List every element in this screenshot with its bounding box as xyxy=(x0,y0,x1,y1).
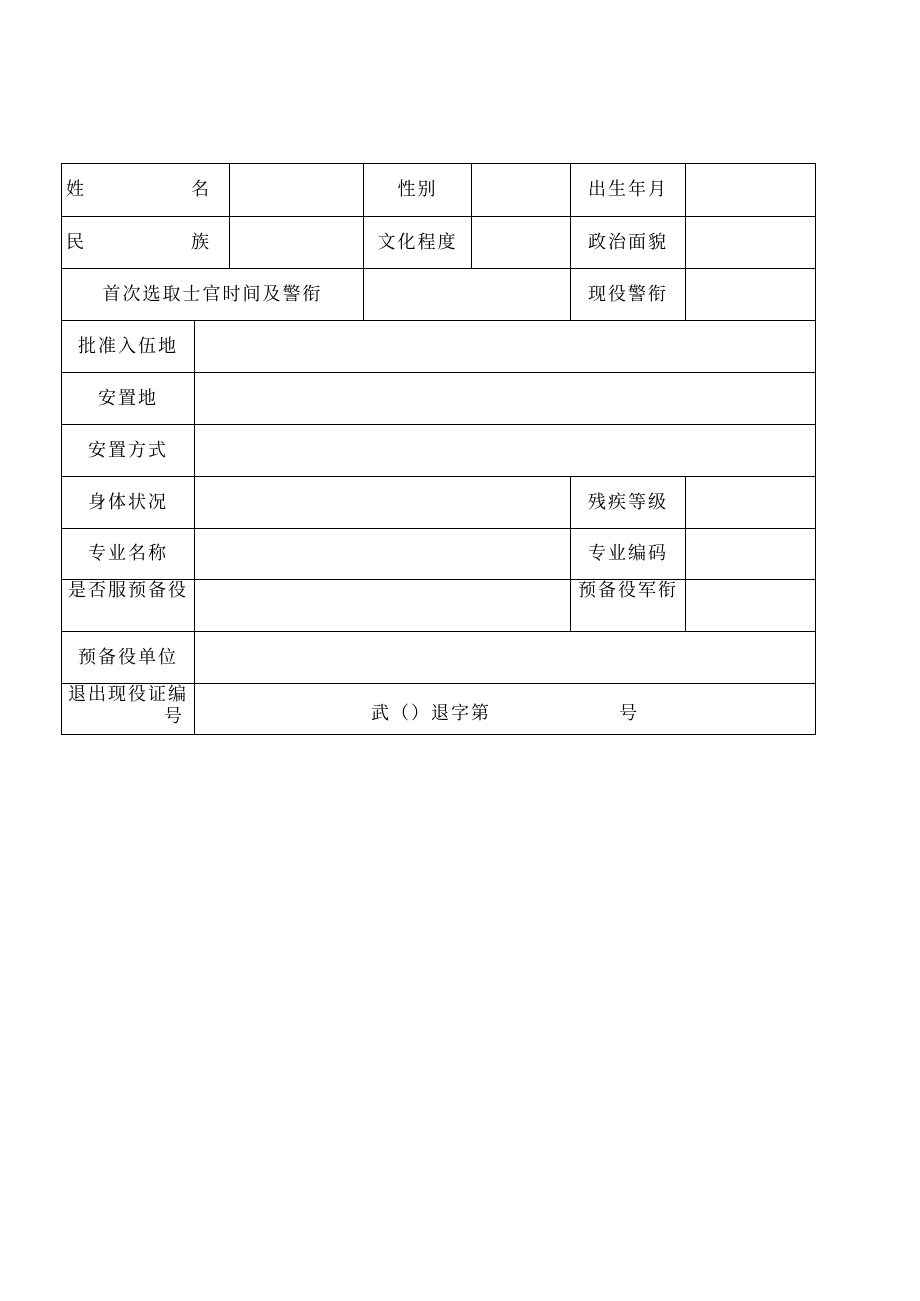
specialty-code-value-cell[interactable] xyxy=(685,528,816,580)
placement-method-label: 安置方式 xyxy=(61,424,195,477)
first-selection-value-cell[interactable] xyxy=(363,268,571,321)
reserve-service-value-cell[interactable] xyxy=(194,579,571,632)
cert-number-label-line1: 退出现役证编 xyxy=(68,684,188,705)
specialty-name-value-cell[interactable] xyxy=(194,528,571,580)
cert-suffix: 号 xyxy=(619,703,639,724)
reserve-rank-value-cell[interactable] xyxy=(685,579,816,632)
current-rank-label: 现役警衔 xyxy=(570,268,686,321)
cert-prefix: 武（）退字第 xyxy=(371,703,491,724)
political-label: 政治面貌 xyxy=(570,216,686,269)
ethnicity-value-cell[interactable] xyxy=(229,216,364,269)
ethnicity-label-first: 民 xyxy=(66,231,84,253)
name-label-last: 名 xyxy=(191,179,209,201)
current-rank-value-cell[interactable] xyxy=(685,268,816,321)
placement-place-label: 安置地 xyxy=(61,372,195,425)
political-value-cell[interactable] xyxy=(685,216,816,269)
health-value-cell[interactable] xyxy=(194,476,571,529)
name-value-cell[interactable] xyxy=(229,163,364,217)
ethnicity-label-cell xyxy=(61,216,230,269)
reserve-unit-value-cell[interactable] xyxy=(194,631,816,684)
cert-number-label-line2: 号 xyxy=(164,705,184,727)
birth-value-cell[interactable] xyxy=(685,163,816,217)
ethnicity-label-last: 族 xyxy=(191,231,209,253)
gender-label: 性别 xyxy=(363,163,472,217)
reserve-service-label: 是否服预备役 xyxy=(61,579,195,632)
name-label-cell xyxy=(61,163,230,217)
health-label: 身体状况 xyxy=(61,476,195,529)
placement-method-value-cell[interactable] xyxy=(194,424,816,477)
gender-value-cell[interactable] xyxy=(471,163,571,217)
reserve-rank-label: 预备役军衔 xyxy=(570,579,686,632)
name-label-first: 姓 xyxy=(66,179,84,201)
cert-number-label-cell xyxy=(61,683,195,735)
placement-place-value-cell[interactable] xyxy=(194,372,816,425)
reserve-unit-label: 预备役单位 xyxy=(61,631,195,684)
birth-label: 出生年月 xyxy=(570,163,686,217)
discharge-info-form xyxy=(61,163,816,735)
disability-label: 残疾等级 xyxy=(570,476,686,529)
enlist-place-value-cell[interactable] xyxy=(194,320,816,373)
specialty-name-label: 专业名称 xyxy=(61,528,195,580)
education-value-cell[interactable] xyxy=(471,216,571,269)
disability-value-cell[interactable] xyxy=(685,476,816,529)
enlist-place-label: 批准入伍地 xyxy=(61,320,195,373)
first-selection-label: 首次选取士官时间及警衔 xyxy=(61,268,364,321)
education-label: 文化程度 xyxy=(363,216,472,269)
cert-number-value-cell[interactable] xyxy=(194,683,816,735)
specialty-code-label: 专业编码 xyxy=(570,528,686,580)
